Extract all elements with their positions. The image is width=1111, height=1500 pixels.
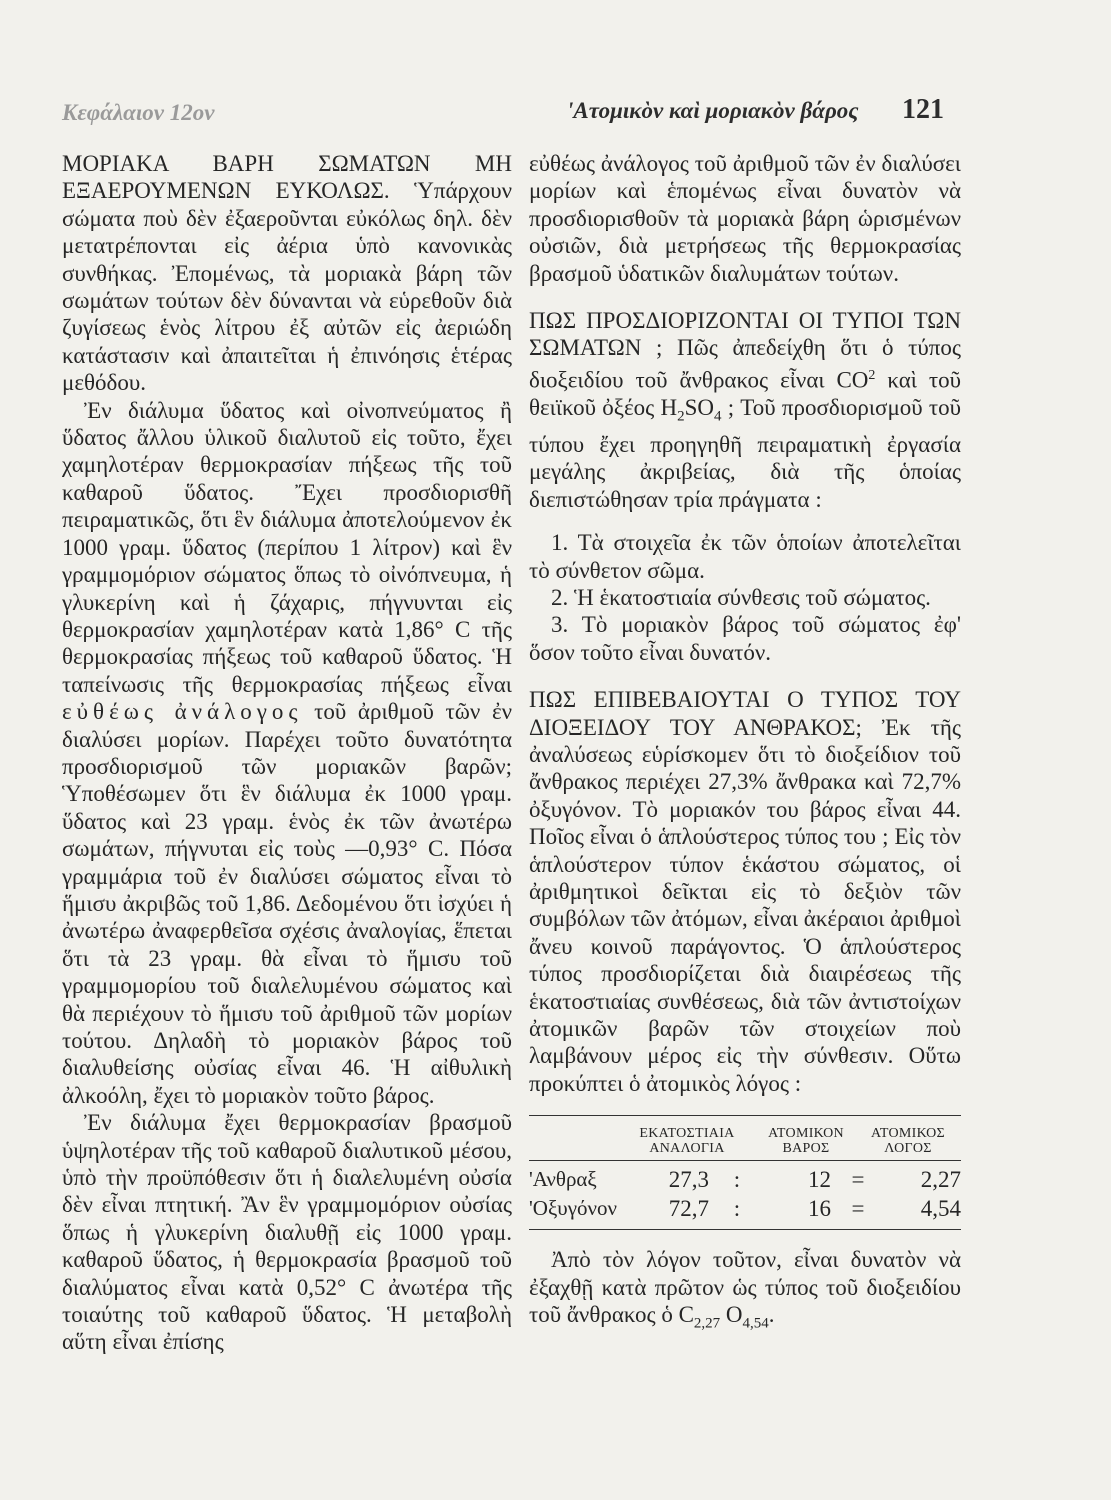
freezing-text-a: Ἐν διάλυμα ὕδατος καὶ οἰνοπνεύματος ἢ ὕδατος ἄλλου ὑλικοῦ διαλυτοῦ εἰς τοῦτο, ἔχει χαμηλοτέραν θερμοκρασίαν πήξεως τῆς τοῦ καθαροῦ ὕδατος. Ἔχει προσδιορισθῆ πειραματικῶς, ὅτι ἓν διάλυμα ἀποτελούμενον ἐκ 1000 γραμ. ὕδατος (περίπου 1 λίτρον) καὶ ἓν γραμμομόριον σώματος ὅπως τὸ οἰνόπνευμα, ἡ γλυκερίνη καὶ ἡ ζάχαρις, πήγνυνται εἰς θερμοκρασίαν χαμηλοτέραν κατὰ 1,86° C τῆς θερμοκρασίας πήξεως τοῦ καθαροῦ ὕδατος. Ἡ ταπείνωσις τῆς θερμοκρασίας πήξεως εἶναι bbox=[62, 397, 512, 697]
page-number: 121 bbox=[902, 94, 944, 125]
table-row bbox=[529, 1194, 961, 1223]
cell-element: 'Ανθραξ bbox=[529, 1167, 597, 1192]
cell-divide: : bbox=[733, 1167, 741, 1193]
left-column bbox=[62, 150, 512, 1356]
cell-divide: : bbox=[733, 1196, 741, 1222]
cell-weight: 16 bbox=[808, 1196, 831, 1222]
cell-equals: = bbox=[851, 1167, 865, 1193]
conclusion-text-b: O bbox=[720, 1302, 743, 1328]
paragraph-freezing-point bbox=[62, 397, 512, 1110]
paragraph-boiling-point: Ἐν διάλυμα ἔχει θερμοκρασίαν βρασμοῦ ὑψηλοτέραν τῆς τοῦ καθαροῦ διαλυτικοῦ μέσου, ὑπὸ τὴν προϋπόθεσιν ὅτι ἡ διαλελυμένη οὐσία δὲν εἶναι πτητική. Ἂν ἓν γραμμομόριον οὐσίας ὅπως ἡ γλυκερίνη διαλυθῇ εἰς 1000 γραμ. καθαροῦ ὕδατος, ἡ θερμοκρασία βρασμοῦ τοῦ διαλύματος εἶναι κατὰ 0,52° C ἀνωτέρα τῆς τοιαύτης τοῦ καθαροῦ ὕδατος. Ἡ μεταβολὴ αὕτη εἶναι ἐπίσης bbox=[62, 1110, 512, 1355]
list-item: 2. Ἡ ἑκατοστιαία σύνθεσις τοῦ σώματος. bbox=[551, 584, 931, 610]
formula-subscript-1: 2 bbox=[677, 408, 685, 425]
right-column bbox=[529, 150, 961, 1338]
cell-weight: 12 bbox=[808, 1167, 831, 1193]
chapter-label: Κεφάλαιον 12ον bbox=[62, 100, 215, 125]
spaced-emphasis: εὐθέως ἀνάλογος bbox=[62, 699, 303, 725]
paragraph-molar-mass-non-volatile: ΜΟΡΙΑΚΑ ΒΑΡΗ ΣΩΜΑΤΩΝ ΜΗ ΕΞΑΕΡΟΥΜΕΝΩΝ ΕΥΚΟΛΩΣ. Ὑπάρχουν σώματα ποὺ δὲν ἐξαεροῦνται εὐκόλως δηλ. δὲν μετατρέπονται εἰς ἀέρια ὑπὸ κανονικὰς συνθήκας. Ἐπομένως, τὰ μοριακὰ βάρη τῶν σωμάτων τούτων δὲν δύνανται νὰ εὑρεθοῦν διὰ ζυγίσεως ἑνὸς λίτρου ἐξ αὐτῶν εἰς ἀεριώδη κατάστασιν καὶ ἀπαιτεῖται ἡ ἐπινόησις ἑτέρας μεθόδου. bbox=[62, 151, 512, 396]
paragraph-continuation: εὐθέως ἀνάλογος τοῦ ἀριθμοῦ τῶν ἐν διαλύσει μορίων καὶ ἑπομένως εἶναι δυνατὸν νὰ προσδιορισθοῦν τὰ μοριακὰ βάρη ὡρισμένων οὐσιῶν, διὰ μετρήσεως τῆς θερμοκρασίας βρασμοῦ ὑδατικῶν διαλυμάτων τούτων. bbox=[529, 151, 961, 286]
conclusion-text-a: Ἀπὸ τὸν λόγον τοῦτον, εἶναι δυνατὸν νὰ ἐξαχθῇ κατὰ πρῶτον ὡς τύπος τοῦ διοξειδίου τοῦ ἄνθρακος ὁ C bbox=[529, 1247, 961, 1328]
cell-ratio: 4,54 bbox=[920, 1196, 961, 1222]
formula-subscript-c: 2,27 bbox=[693, 1315, 721, 1332]
cell-element: 'Οξυγόνον bbox=[529, 1196, 617, 1221]
formula-superscript: 2 bbox=[868, 367, 876, 383]
paragraph-conclusion bbox=[529, 1246, 961, 1338]
cell-percent: 72,7 bbox=[668, 1196, 709, 1222]
cell-ratio: 2,27 bbox=[920, 1167, 961, 1193]
cell-percent: 27,3 bbox=[668, 1167, 709, 1193]
formulas-text-c: SO bbox=[684, 394, 714, 420]
formula-subscript-2: 4 bbox=[713, 408, 722, 425]
atomic-ratio-table bbox=[529, 1115, 961, 1230]
list-item: 1. Τὰ στοιχεῖα ἐκ τῶν ὁποίων ἀποτελεῖται τὸ σύνθετον σῶμα. bbox=[529, 530, 961, 583]
formulas-text-d: ; Τοῦ προσδιορισμοῦ τοῦ τύπου ἔχει προηγηθῆ πειραματικὴ ἐργασία μεγάλης ἀκριβείας, διὰ τῆς ὁποίας διεπιστώθησαν τρία πράγματα : bbox=[529, 394, 961, 512]
cell-equals: = bbox=[851, 1196, 865, 1222]
paragraph-how-formulas bbox=[529, 307, 961, 513]
list-item: 3. Τὸ μοριακὸν βάρος τοῦ σώματος ἐφ' ὅσον τοῦτο εἶναι δυνατόν. bbox=[529, 612, 961, 665]
formulas-text-a: ΠΩΣ ΠΡΟΣΔΙΟΡΙΖΟΝΤΑΙ ΟΙ ΤΥΠΟΙ ΤΩΝ ΣΩΜΑΤΩΝ ; Πῶς ἀπεδείχθη ὅτι ὁ τύπος διοξειδίου τοῦ ἄνθρακος εἶναι CO bbox=[529, 308, 961, 393]
formula-subscript-o: 4,54 bbox=[742, 1315, 769, 1332]
paragraph-co2-formula: ΠΩΣ ΕΠΙΒΕΒΑΙΟΥΤΑΙ Ο ΤΥΠΟΣ ΤΟΥ ΔΙΟΞΕΙΔΟΥ ΤΟΥ ΑΝΘΡΑΚΟΣ; Ἐκ τῆς ἀναλύσεως εὑρίσκομεν ὅτι τὸ διοξείδιον τοῦ ἄνθρακος περιέχει 27,3% ἄνθρακα καὶ 72,7% ὀξυγόνον. Τὸ μοριακόν του βάρος εἶναι 44. Ποῖος εἶναι ὁ ἁπλούστερος τύπος του ; Εἰς τὸν ἁπλούστερον τύπον ἑκάστου σώματος, οἱ ἀριθμητικοὶ δεῖκται εἰς τὸ δεξιὸν τῶν συμβόλων τῶν ἀτόμων, εἶναι ἀκέραιοι ἀριθμοὶ ἄνευ κοινοῦ παράγοντος. Ὁ ἁπλούστερος τύπος προσδιορίζεται διὰ διαιρέσεως τῆς ἑκατοστιαίας συνθέσεως, διὰ τῶν ἀντιστοίχων ἀτομικῶν βαρῶν τῶν στοιχείων ποὺ λαμβάνουν μέρος εἰς τὴν σύνθεσιν. Οὕτω προκύπτει ὁ ἀτομικὸς λόγος : bbox=[529, 687, 961, 1096]
running-title: 'Ατομικὸν καὶ μοριακὸν βάρος bbox=[567, 98, 859, 123]
header-percent: ΕΚΑΤΟΣΤΙΑΙΑ ΑΝΑΛΟΓΙΑ bbox=[639, 1126, 735, 1157]
numbered-list bbox=[529, 529, 961, 666]
header-atomic-ratio: ΑΤΟΜΙΚΟΣ ΛΟΓΟΣ bbox=[871, 1126, 945, 1157]
formulas-text-b: καὶ τοῦ θειϊκοῦ ὀξέος H bbox=[529, 367, 961, 420]
freezing-text-b: τοῦ ἀριθμοῦ τῶν ἐν διαλύσει μορίων. Παρέχει τοῦτο δυνατότητα προσδιορισμοῦ τῶν μοριακῶν βαρῶν; Ὑποθέσωμεν ὅτι ἓν διάλυμα ἐκ 1000 γραμ. ὕδατος καὶ 23 γραμ. ἑνὸς ἐκ τῶν ἀνωτέρω σωμάτων, πήγνυται εἰς τοὺς —0,93° C. Πόσα γραμμάρια τοῦ ἐν διαλύσει σώματος εἶναι τὸ ἥμισυ ἀκριβῶς τοῦ 1,86. Δεδομένου ὅτι ἰσχύει ἡ ἀνωτέρω ἀναφερθεῖσα σχέσις ἀναλογίας, ἕπεται ὅτι τὰ 23 γραμ. θὰ εἶναι τὸ ἥμισυ τοῦ γραμμομορίου τοῦ διαλελυμένου σώματος καὶ θὰ περιέχουν τὸ ἥμισυ τοῦ ἀριθμοῦ τῶν μορίων τούτου. Δηλαδὴ τὸ μοριακὸν βάρος τοῦ διαλυθείσης οὐσίας εἶναι 46. Ἡ αἰθυλικὴ ἀλκοόλη, ἔχει τὸ μοριακὸν τοῦτο βάρος. bbox=[62, 699, 512, 1108]
table-header bbox=[529, 1116, 961, 1161]
conclusion-text-c: . bbox=[768, 1302, 775, 1328]
table-row bbox=[529, 1161, 961, 1194]
header-atomic-weight: ΑΤΟΜΙΚΟΝ ΒΑΡΟΣ bbox=[768, 1126, 844, 1157]
